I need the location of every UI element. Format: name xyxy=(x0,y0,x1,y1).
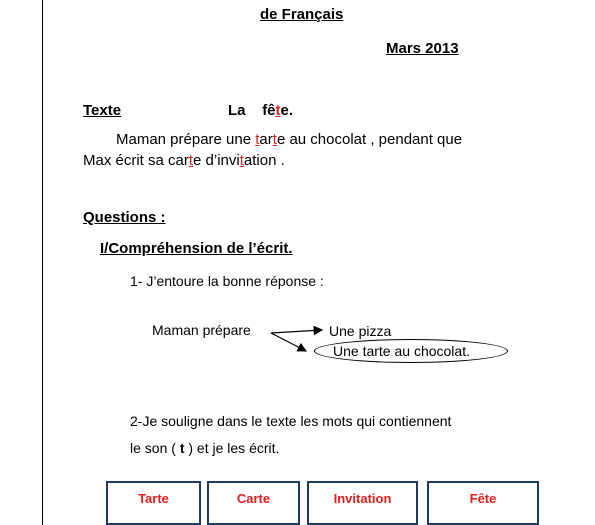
answer-box xyxy=(427,481,539,525)
page-left-margin-line xyxy=(42,0,43,525)
texte-title: La fête. xyxy=(228,102,294,119)
answer-box xyxy=(207,481,300,525)
questions-label: Questions : xyxy=(83,209,166,226)
paragraph-line-2: Max écrit sa carte d’invitation . xyxy=(83,152,285,169)
subject-title: de Français xyxy=(260,6,344,23)
question-2-line-1: 2-Je souligne dans le texte les mots qui contiennent xyxy=(130,413,452,429)
answer-box-label: Carte xyxy=(236,491,271,506)
answer-box-label: Invitation xyxy=(333,491,392,506)
answer-box-label: Tarte xyxy=(138,491,169,506)
paragraph-line-1: Maman prépare une tarte au chocolat , pendant que xyxy=(116,131,463,148)
section-heading: I/Compréhension de l’écrit. xyxy=(100,240,293,257)
question-1-subject: Maman prépare xyxy=(152,322,251,338)
answer-box-label: Fête xyxy=(469,491,497,506)
question-2-line-2: le son ( t ) et je les écrit. xyxy=(130,440,280,456)
answer-box xyxy=(106,481,201,525)
date: Mars 2013 xyxy=(386,40,459,57)
option-1: Une pizza xyxy=(329,323,392,339)
texte-label: Texte xyxy=(83,102,122,119)
option-2: Une tarte au chocolat. xyxy=(333,343,470,359)
answer-box xyxy=(307,481,418,525)
question-1: 1- J’entoure la bonne réponse : xyxy=(130,273,324,289)
